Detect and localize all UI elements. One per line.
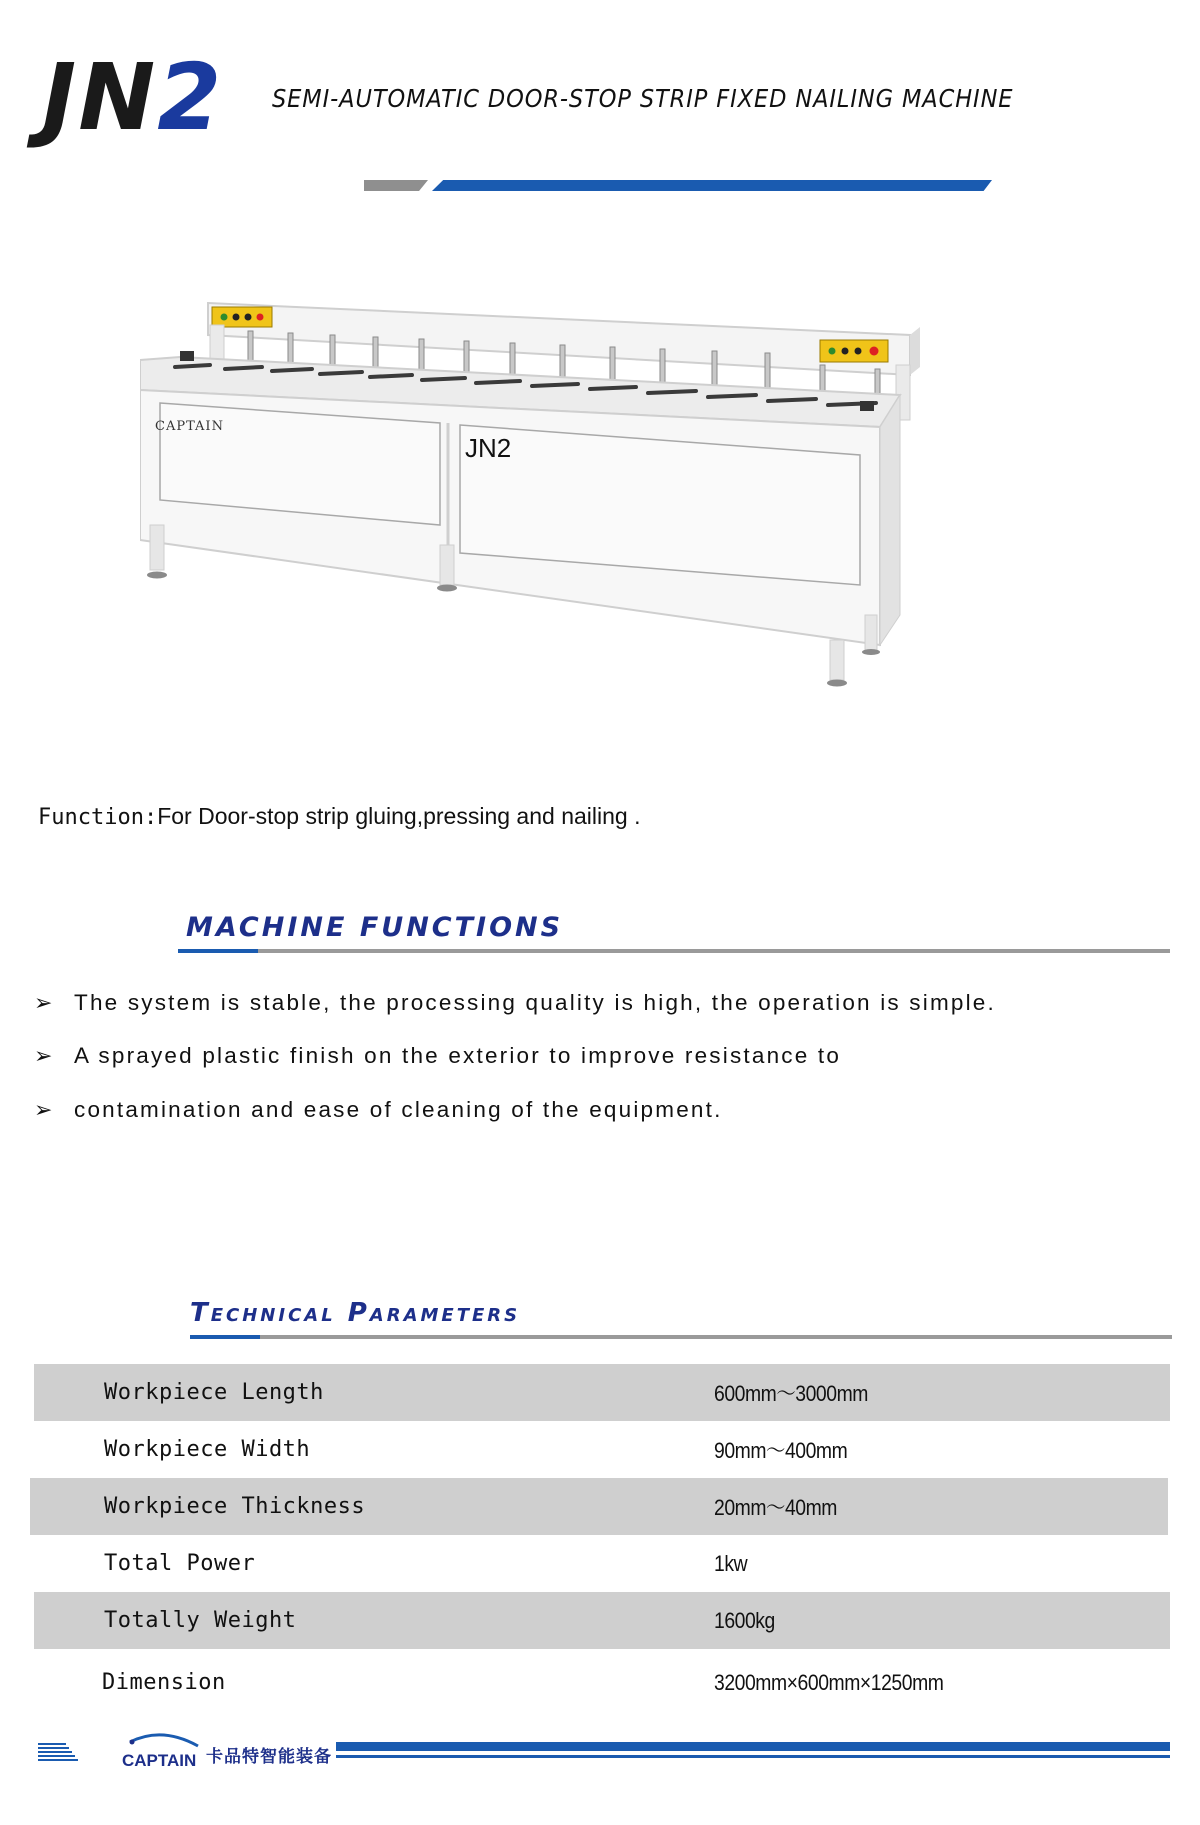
parameter-row [34, 1364, 1170, 1421]
parameter-row [34, 1592, 1170, 1649]
model-prefix: JN [42, 44, 158, 151]
function-bullet [34, 1097, 723, 1123]
function-text: For Door-stop strip gluing,pressing and nailing . [157, 803, 641, 829]
machine-illustration [140, 285, 1030, 775]
footer-bar-thin [336, 1755, 1170, 1758]
arrow-bullet-icon: ➢ [34, 1097, 55, 1122]
machine-brand-label: CAPTAIN [155, 419, 224, 434]
parameter-name: Totally Weight [104, 1608, 297, 1633]
machine-functions-rule [178, 949, 1170, 953]
footer-bar [336, 1742, 1170, 1751]
parameter-name: Workpiece Thickness [104, 1494, 366, 1519]
technical-parameters-heading: Technical Parameters [190, 1298, 521, 1328]
parameter-value: 600mm～3000mm [714, 1381, 868, 1406]
machine-functions-rule-accent [178, 949, 258, 953]
parameter-name: Workpiece Width [104, 1437, 311, 1462]
header-accent-blue [432, 180, 992, 191]
parameter-value: 90mm～400mm [714, 1438, 848, 1463]
model-suffix: 2 [157, 44, 224, 151]
bullet-text: The system is stable, the processing quality is high, the operation is simple. [74, 990, 996, 1015]
technical-parameters-rule [190, 1335, 1172, 1339]
bullet-text: contamination and ease of cleaning of the equipment. [74, 1097, 723, 1122]
model-title [42, 44, 224, 151]
technical-parameters-rule-accent [190, 1335, 260, 1339]
parameter-name: Total Power [104, 1551, 256, 1576]
parameter-row [34, 1421, 1170, 1478]
captain-logo-icon [122, 1728, 202, 1772]
bullet-text: A sprayed plastic finish on the exterior to improve resistance to [74, 1043, 842, 1068]
parameter-row [34, 1535, 1170, 1592]
footer-logo [122, 1728, 202, 1772]
function-description [38, 803, 640, 830]
product-subtitle: SEMI-AUTOMATIC DOOR-STOP STRIP FIXED NAILING MACHINE [272, 84, 1014, 113]
parameter-value: 1kw [714, 1550, 748, 1576]
parameter-value: 20mm～40mm [714, 1495, 837, 1520]
parameter-name: Workpiece Length [104, 1380, 324, 1405]
parameter-name: Dimension [102, 1670, 226, 1695]
machine-functions-heading: MACHINE FUNCTIONS [186, 912, 564, 943]
function-bullet [34, 990, 996, 1016]
parameter-row [30, 1478, 1168, 1535]
machine-model-label: JN2 [465, 433, 512, 463]
footer-company-name: 卡品特智能装备 [206, 1747, 332, 1767]
parameter-row [34, 1654, 1170, 1711]
function-label: Function: [38, 805, 158, 830]
footer-logo-text: CAPTAIN [122, 1751, 197, 1770]
footer-stripes-icon [38, 1740, 78, 1762]
function-bullet [34, 1043, 841, 1069]
parameter-value: 3200mm×600mm×1250mm [714, 1669, 944, 1695]
header-accent-grey [364, 180, 428, 191]
arrow-bullet-icon: ➢ [34, 990, 55, 1015]
arrow-bullet-icon: ➢ [34, 1043, 55, 1068]
parameter-value: 1600kg [714, 1607, 775, 1633]
